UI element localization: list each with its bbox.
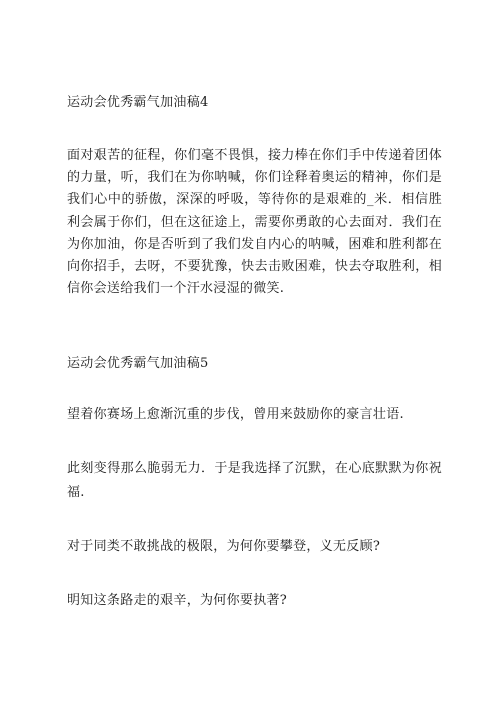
section-heading-4: 运动会优秀霸气加油稿4 bbox=[67, 95, 209, 110]
paragraph-3: 此刻变得那么脆弱无力．于是我选择了沉默，在心底默默为你祝福. bbox=[67, 461, 442, 500]
paragraph-2: 望着你赛场上愈渐沉重的步伐，曾用来鼓励你的豪言壮语. bbox=[67, 407, 404, 422]
section-heading-5: 运动会优秀霸气加油稿5 bbox=[67, 356, 209, 371]
paragraph-1: 面对艰苦的征程，你们毫不畏惧，接力棒在你们手中传递着团体的力量，听，我们在为你呐喊，你们诠释着奥运的精神，你们是我们心中的骄傲，深深的呼吸，等待你的是艰难的_米．相信胜利会属于你们，但在这征途上，需要你勇敢的心去面对．我们在为你加油，你是否听到了我们发自内心的呐喊，困难和胜利都在向你招手，去呀，不要犹豫，快去击败困难，快去夺取胜利，相信你会送给我们一个汗水浸湿的微笑. bbox=[67, 148, 442, 297]
paragraph-5: 明知这条路走的艰辛，为何你要执著? bbox=[67, 593, 288, 608]
paragraph-4: 对于同类不敢挑战的极限，为何你要攀登，义无反顾? bbox=[67, 539, 381, 554]
